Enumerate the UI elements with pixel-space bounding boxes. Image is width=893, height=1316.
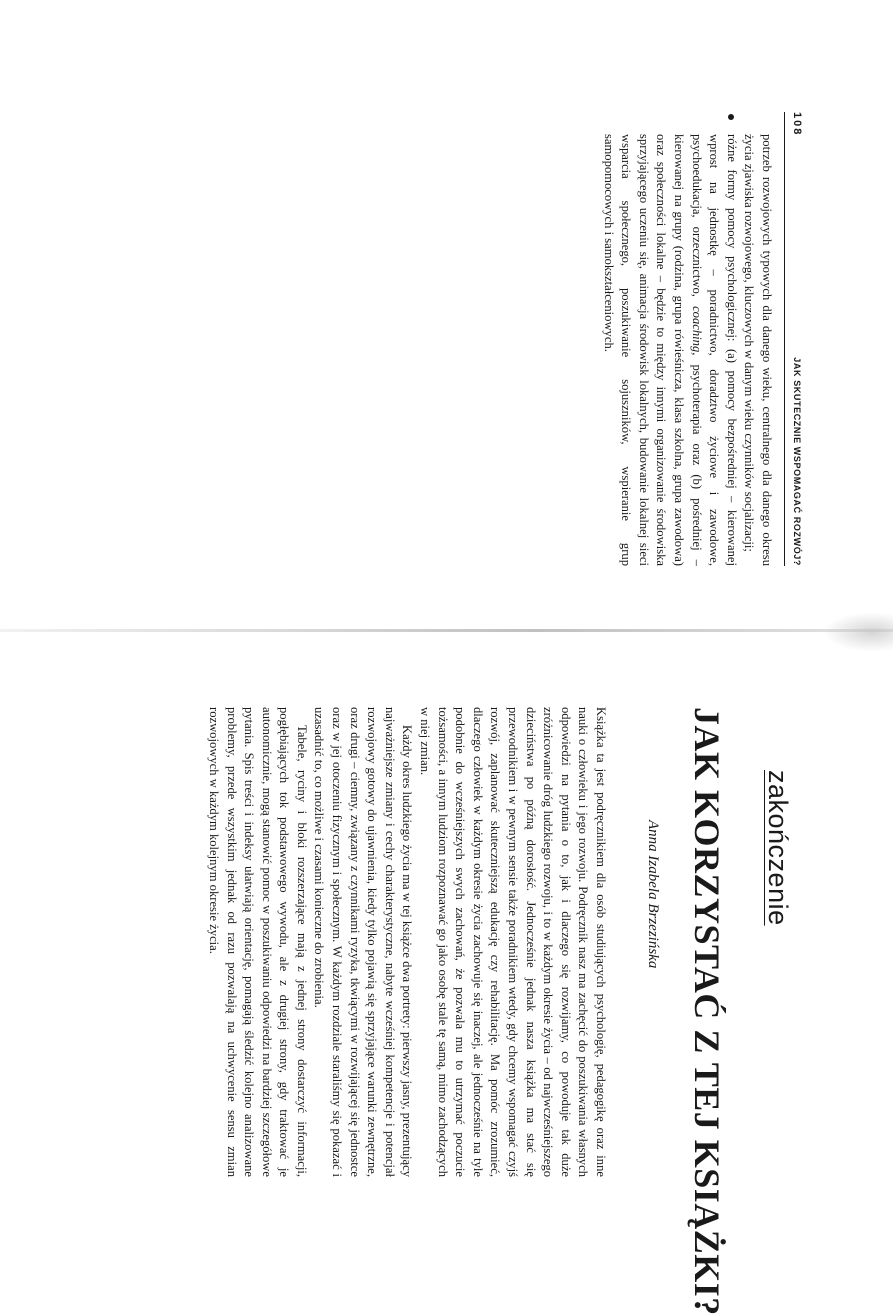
paragraph-1: Książka ta jest podręcznikiem dla osób studiujących psychologię, pedagogikę oraz inne nauki o człowieku i jego rozwoju. Podręcznik nasz ma zachęcić do poszukiwania własnych odpowiedzi na pytania o to, jak i dlaczego się rozwijamy, co powoduje tak duże zróżnicowanie dróg ludzkiego rozwoju, i to w każdym okresie życia – od najwcześniejszego dzieciństwa po późną dorosłość. Jednocześnie jednak nasza książka ma stać się przewodnikiem i w pewnym sensie także poradnikiem wtedy, gdy chcemy wspomagać czyjś rozwój, zaplanować skuteczniejszą edukację czy rehabilitację. Ma pomóc zrozumieć, dlaczego człowiek w każdym okresie życia zachowuje się inaczej, ale jednocześnie na tyle podobnie do wcześniejszych swych zachowań, że pozwala mu to utrzymać poczucie tożsamości, a innym ludziom rozpoznawać go jako osobę stale tę samą, mimo zachodzących w niej zmian.: [418, 707, 608, 1177]
page-number: 108: [791, 112, 803, 137]
bullet-dot: [728, 114, 734, 120]
bullet-text-italic: coaching,: [689, 306, 704, 356]
paragraph-3: Tabele, ryciny i bloki rozszerzające mają z jednej strony dostarczyć informacji, pogłębiających tok podstawowego wywodu, ale z drugiej strony, gdy traktować je autonomicznie, mogą stanowić pomoc w poszukiwaniu odpowiedzi na bardziej szczegółowe pytania. Spis treści i indeksy ułatwiają orientację, pomagają śledzić kolejno analizowane problemy, przede wszystkim jednak od razu pozwalają na uchwycenie sensu zmian rozwojowych w każdym kolejnym okresie życia.: [206, 707, 309, 1177]
bullet-list-item: [599, 112, 740, 566]
right-page-body: [204, 707, 609, 1177]
chapter-title: JAK KORZYSTAĆ Z TEJ KSIĄŻKI?: [687, 707, 727, 1316]
continued-list-item: potrzeb rozwojowych typowych dla danego wieku, centralnego dla danego okresu życia zjawiska rozwojowego, kluczowych w danym wieku czynników socjalizacji;: [742, 134, 774, 566]
left-page-body: [599, 112, 775, 566]
left-page: [0, 0, 893, 632]
bullet-text-part-2: psychoterapia oraz (b) pośredniej – kierowanej na grupy (rodzina, grupa rówieśnicza, klasa szkolna, grupa zawodowa) oraz społeczności lokalne – będzie to między innymi organizowanie środowiska sprzyjającego uczeniu się, animacja środowisk lokalnych, budowanie lokalnej sieci wsparcia społecznego, poszukiwanie sojuszników, wspieranie grup samopomocowych i samokształceniowych.: [601, 134, 704, 566]
paragraph-2: Każdy okres ludzkiego życia ma w tej książce dwa portrety: pierwszy jasny, prezentujący najważniejsze zmiany i cechy charakterystyczne, nabyte wcześniej kompetencje i potencjał rozwojowy gotowy do ujawnienia, kiedy tylko pojawią się sprzyjające warunki zewnętrzne, oraz drugi – ciemny, związany z czynnikami ryzyka, tkwiącymi w rozwijającej się jednostce oraz w jej otoczeniu fizycznym i społecznym. W każdym rozdziale staraliśmy się pokazać i uzasadnić to, co możliwe i czasami konieczne do zrobienia.: [312, 707, 415, 1177]
running-head-title: JAK SKUTECZNIE WSPOMAGAĆ ROZWÓJ?: [792, 357, 802, 566]
running-header: [784, 112, 803, 566]
chapter-label: zakończenie: [763, 770, 793, 926]
bullet-text-part-1: różne formy pomocy psychologicznej: (a) pomocy bezpośredniej – kierowanej wprost na jednostkę – poradnictwo, doradztwo życiowe i zawodowe, psychoedukacja, orzecznictwo,: [689, 134, 739, 566]
chapter-author: Anna Izabela Brzezińska: [645, 820, 661, 969]
